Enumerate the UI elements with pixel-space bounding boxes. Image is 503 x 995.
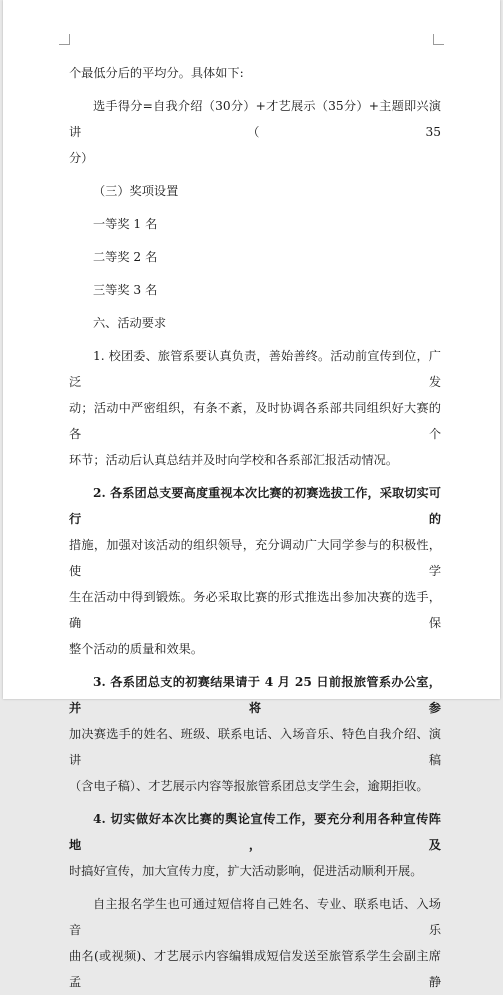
section-heading-requirements bbox=[69, 310, 441, 336]
text-line: 个最低分后的平均分。具体如下: bbox=[69, 66, 244, 80]
text-line: 分） bbox=[69, 151, 94, 165]
score-formula-line-1 bbox=[69, 93, 441, 145]
document-page bbox=[3, 0, 500, 989]
score-formula-line-2 bbox=[69, 145, 441, 171]
requirement-4-line-1 bbox=[69, 806, 441, 858]
requirement-2-line-4 bbox=[69, 636, 441, 662]
requirement-2-line-3 bbox=[69, 584, 441, 636]
text-line: 环节；活动后认真总结并及时向学校和各系部汇报活动情况。 bbox=[69, 453, 399, 467]
text-line: 4. 切实做好本次比赛的舆论宣传工作，要充分利用各种宣传阵地，及 bbox=[69, 812, 441, 852]
award-second-prize bbox=[69, 244, 441, 270]
text-line: 1. 校团委、旅管系要认真负责，善始善终。活动前宣传到位，广泛发 bbox=[69, 349, 441, 389]
document-body bbox=[69, 60, 441, 995]
requirement-3-line-1 bbox=[69, 669, 441, 721]
text-line: 生在活动中得到锻炼。务必采取比赛的形式推选出参加决赛的选手，确保 bbox=[69, 590, 441, 630]
award-third-prize bbox=[69, 277, 441, 303]
requirement-1-line-1 bbox=[69, 343, 441, 395]
scoring-intro bbox=[69, 60, 441, 86]
text-line: 时搞好宣传，加大宣传力度，扩大活动影响，促进活动顺利开展。 bbox=[69, 864, 423, 878]
text-line: 自主报名学生也可通过短信将自己姓名、专业、联系电话、入场音乐 bbox=[69, 897, 441, 937]
text-line: 措施，加强对该活动的组织领导，充分调动广大同学参与的积极性，使学 bbox=[69, 538, 441, 578]
section-heading-awards bbox=[69, 178, 441, 204]
text-line: 三等奖 3 名 bbox=[93, 283, 158, 297]
text-line: 2. 各系团总支要高度重视本次比赛的初赛选拔工作，采取切实可行的 bbox=[69, 486, 441, 526]
requirement-1-line-3 bbox=[69, 447, 441, 473]
requirement-2-line-2 bbox=[69, 532, 441, 584]
text-line: 整个活动的质量和效果。 bbox=[69, 642, 204, 656]
requirement-3-line-2 bbox=[69, 721, 441, 773]
requirement-1-line-2 bbox=[69, 395, 441, 447]
crop-mark-top-right bbox=[433, 34, 444, 45]
award-first-prize bbox=[69, 211, 441, 237]
text-line: （含电子稿）、才艺展示内容等报旅管系团总支学生会，逾期拒收。 bbox=[69, 779, 429, 793]
text-line: 3. 各系团总支的初赛结果请于 4 月 25 日前报旅管系办公室，并将参 bbox=[69, 675, 441, 715]
text-line: 曲名(或视频)、才艺展示内容编辑成短信发送至旅管系学生会副主席孟静 bbox=[69, 949, 441, 989]
text-line: 一等奖 1 名 bbox=[93, 217, 158, 231]
requirement-4-line-2 bbox=[69, 858, 441, 884]
text-line: （三）奖项设置 bbox=[93, 184, 179, 198]
text-line: 选手得分=自我介绍（30分）+才艺展示（35分）+主题即兴演讲（35 bbox=[69, 99, 441, 139]
text-line: 二等奖 2 名 bbox=[93, 250, 158, 264]
text-line: 六、活动要求 bbox=[93, 316, 167, 330]
text-line: 动；活动中严密组织，有条不紊，及时协调各系部共同组织好大赛的各个 bbox=[69, 401, 441, 441]
crop-mark-top-left bbox=[59, 34, 70, 45]
requirement-2-line-1 bbox=[69, 480, 441, 532]
text-line: 加决赛选手的姓名、班级、联系电话、入场音乐、特色自我介绍、演讲稿 bbox=[69, 727, 441, 767]
self-signup-line-2 bbox=[69, 943, 441, 995]
requirement-3-line-3 bbox=[69, 773, 441, 799]
self-signup-line-1 bbox=[69, 891, 441, 943]
